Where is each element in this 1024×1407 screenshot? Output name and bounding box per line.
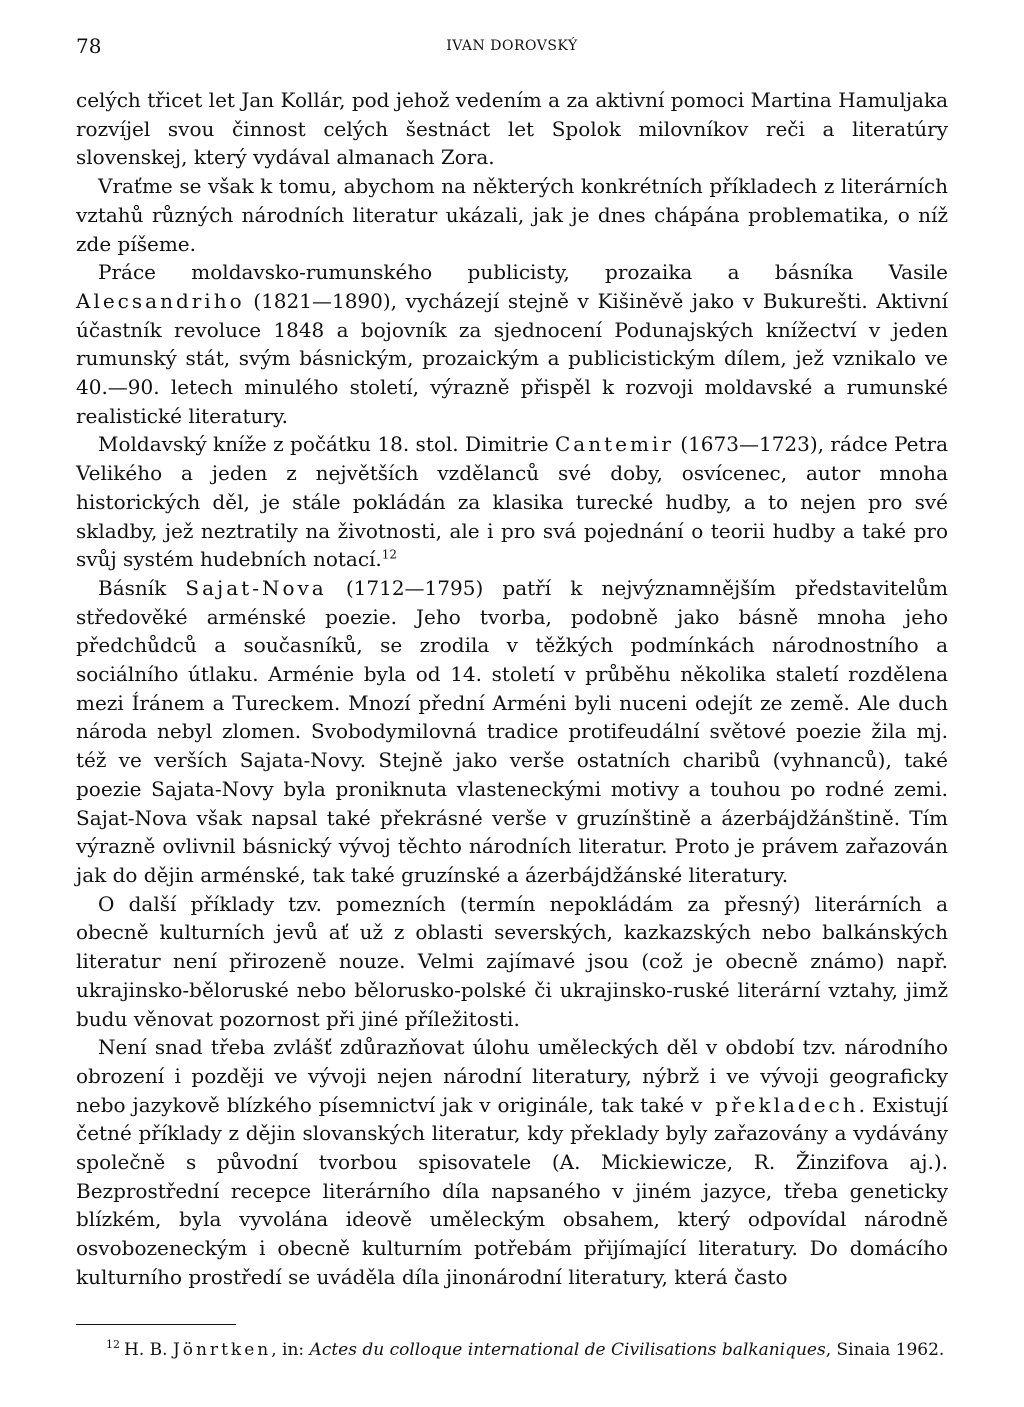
- footnote-title: Actes du colloque international de Civilisations balkaniques: [309, 1339, 826, 1360]
- spaced-name-cantemir: Cantemir: [555, 432, 674, 457]
- page-number: 78: [76, 34, 102, 58]
- running-head: IVAN DOROVSKÝ: [446, 38, 578, 54]
- paragraph-7: [76, 1033, 948, 1291]
- spaced-phrase-v-prekladech: v překladech: [691, 1092, 859, 1117]
- page-header: [76, 28, 948, 58]
- paragraph-5-text-b: (1712—1795) patří k nejvýznamnějším představitelům středověké arménské poezie. Jeho tvorba, podobně jako básně mnoha jeho předchůdců a současníků, se zrodila v těžkých podmínkách národnostního a sociálního útlaku. Arménie byla od 14. století v průběhu několika staletí rozdělena mezi Íránem a Tureckem. Mnozí přední Arméni byli nuceni odejít ze země. Ale duch národa nebyl zlomen. Svobodymilovná tradice protifeudální světové poezie žila mj. též ve verších Sajata-Novy. Stejně jako verše ostatních charibů (vyhnanců), také poezie Sajata-Novy byla proniknuta vlasteneckými motivy a touhou po rodné zemi. Sajat-Nova však napsal také překrásné verše v gruzínštině a ázerbájdžánštině. Tím výrazně ovlivnil básnický vývoj těchto národních literatur. Proto je právem zařazován jak do dějin arménské, tak také gruzínské a ázerbájdžánské literatury.: [76, 575, 949, 887]
- paragraph-5-text-a: Básník: [98, 575, 186, 600]
- paragraph-4: [76, 430, 948, 574]
- spaced-name-alecsandri: Alecsandriho: [76, 288, 245, 313]
- footnote-rest: , Sinaia 1962.: [825, 1339, 945, 1360]
- paragraph-6: O další příklady tzv. pomezních (termín nepokládám za přesný) literárních a obecně kulturních jevů ať už z oblasti severských, kazkazských nebo balkánských literatur není přirozeně nouze. Velmi zajímavé jsou (což je obecně známo) např. ukrajinsko-běloruské nebo bělorusko-polské či ukrajinsko-ruské literární vztahy, jimž budu věnovat pozornost při jiné příležitosti.: [76, 891, 948, 1031]
- footnote-author: Jönrtken: [172, 1339, 272, 1360]
- paragraph-4-text-a: Moldavský kníže z počátku 18. stol. Dimitrie: [98, 432, 555, 457]
- book-page: [76, 28, 948, 1361]
- paragraph-5: [76, 574, 948, 890]
- footnote-number: 12: [106, 1337, 120, 1351]
- paragraph-3-text-b: (1821—1890), vycházejí stejně v Kišiněvě jako v Bukurešti. Aktivní účastník revoluce 1848 a bojovník za sjednocení Podunajských knížectví v jeden rumunský stát, svým básnickým, prozaickým a publicistickým dílem, jež vznikalo ve 40.—90. letech minulého století, výrazně přispěl k rozvoji moldavské a rumunské realistické literatury.: [76, 288, 948, 428]
- footnote-reference: 12: [381, 547, 398, 562]
- paragraph-3-text-a: Práce moldavsko-rumunského publicisty, prozaika a básníka Vasile: [98, 260, 948, 285]
- paragraph-7-text-b: . Existují četné příklady z dějin slovanských literatur, kdy překlady byly zařazovány a vydávány společně s původní tvorbou spisovatele (A. Mickiewicze, R. Žinzifova aj.). Bezprostřední recepce literárního díla napsaného v jiném jazyce, třeba geneticky blízkém, byla vyvolána ideově uměleckým obsahem, který odpovídal národně osvobozeneckým i obecně kulturním potřebám přijímající literatury. Do domácího kulturního prostředí se uváděla díla jinonárodní literatury, která často: [76, 1092, 949, 1289]
- paragraph-3: [76, 258, 948, 430]
- footnote-divider: [76, 1324, 236, 1325]
- spaced-name-sajat-nova: Sajat-Nova: [185, 575, 327, 600]
- body-text: [76, 86, 948, 1292]
- footnote-in: , in:: [271, 1339, 310, 1360]
- paragraph-7-text-a: Není snad třeba zvlášť zdůrazňovat úlohu uměleckých děl v období tzv. národního obrození i později ve vývoji nejen národní literatury, nýbrž i ve vývoji geograficky nebo jazykově blízkého písemnictví jak v originále, tak také: [76, 1035, 948, 1117]
- paragraph-4-text-b: (1673—1723), rádce Petra Velikého a jeden z největších vzdělanců své doby, osvícenec, autor mnoha historických děl, je stále pokládán za klasika turecké hudby, a to nejen pro své skladby, jež neztratily na životnosti, ale i pro svá pojednání o teorii hudby a také pro svůj systém hudebních notací.: [76, 432, 948, 572]
- footnote: [76, 1339, 948, 1361]
- paragraph-2: Vraťme se však k tomu, abychom na některých konkrétních příkladech z literárních vztahů různých národních literatur ukázali, jak je dnes chápána problematika, o níž zde píšeme.: [76, 174, 948, 256]
- footnote-initials: H. B.: [124, 1339, 173, 1360]
- paragraph-1: celých třicet let Jan Kollár, pod jehož vedením a za aktivní pomoci Martina Hamuljaka rozvíjel svou činnost celých šestnáct let Spolok milovníkov reči a literatúry slovenskej, který vydával almanach Zora.: [76, 88, 948, 170]
